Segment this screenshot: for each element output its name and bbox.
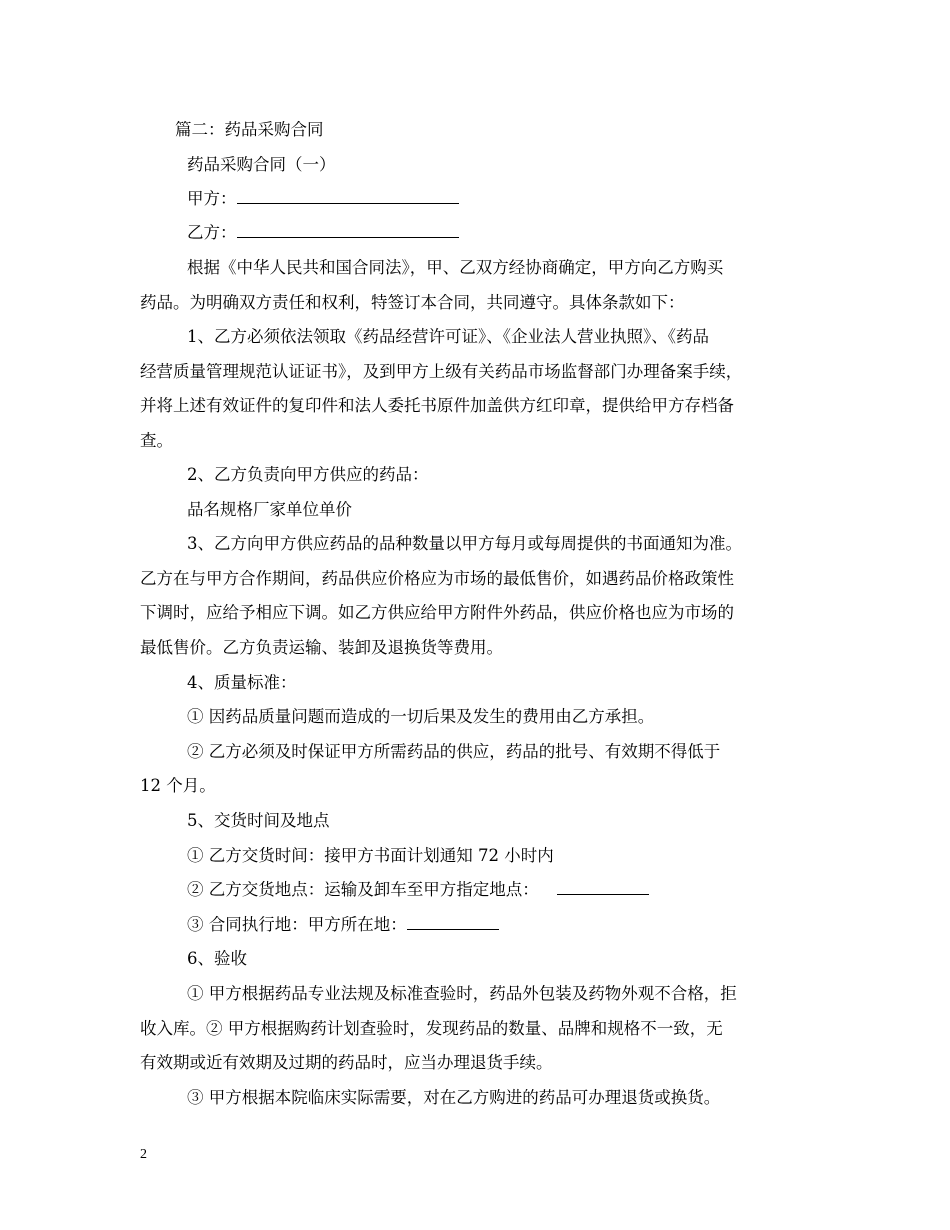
party-b-line [187,222,459,244]
clause-2: 2、乙方负责向甲方供应的药品： [187,465,429,484]
clause-5-item-1: ① 乙方交货时间：接甲方书面计划通知 72 小时内 [187,846,554,865]
clause-3: 乙方在与甲方合作期间，药品供应价格应为市场的最低售价，如遇药品价格政策性 [140,569,734,588]
clause-1: 并将上述有效证件的复印件和法人委托书原件加盖供方红印章，提供给甲方存档备 [140,396,734,415]
page-number: 2 [140,1147,147,1162]
execution-place-label: ③ 合同执行地：甲方所在地： [187,915,407,934]
clause-4: 4、质量标准： [187,673,297,692]
clause-4-item-1: ① 因药品质量问题而造成的一切后果及发生的费用由乙方承担。 [187,707,655,726]
party-a-label: 甲方： [187,189,237,208]
clause-3: 下调时，应给予相应下调。如乙方供应给甲方附件外药品，供应价格也应为市场的 [140,603,734,622]
clause-2-columns: 品名规格厂家单位单价 [187,500,352,519]
clause-6-item-3: ③ 甲方根据本院临床实际需要，对在乙方购进的药品可办理退货或换货。 [187,1088,721,1107]
clause-4-item-2: ② 乙方必须及时保证甲方所需药品的供应，药品的批号、有效期不得低于 [187,742,721,761]
intro-paragraph: 药品。为明确双方责任和权利，特签订本合同，共同遵守。具体条款如下： [140,293,685,312]
party-b-blank [237,223,459,238]
clause-1: 经营质量管理规范认证证书》，及到甲方上级有关药品市场监督部门办理备案手续， [140,362,743,381]
execution-place-blank [407,915,499,930]
contract-title: 药品采购合同（一） [187,155,336,174]
clause-5-item-3 [187,914,499,936]
clause-5: 5、交货时间及地点 [187,811,330,830]
intro-paragraph: 根据《中华人民共和国合同法》，甲、乙双方经协商确定，甲方向乙方购买 [187,258,724,277]
clause-6-item-1: 收入库。② 甲方根据购药计划查验时，发现药品的数量、品牌和规格不一致，无 [140,1019,723,1038]
party-a-line [187,188,459,210]
clause-1: 查。 [140,431,173,450]
party-a-blank [237,189,459,204]
clause-4-item-2: 12 个月。 [140,776,216,795]
delivery-location-blank [557,880,649,895]
clause-5-item-2 [187,879,649,901]
clause-6-item-1: 有效期或近有效期及过期的药品时，应当办理退货手续。 [140,1053,553,1072]
clause-3: 最低售价。乙方负责运输、装卸及退换货等费用。 [140,638,503,657]
document-heading: 篇二：药品采购合同 [175,120,324,139]
clause-6-item-1: ① 甲方根据药品专业法规及标准查验时，药品外包装及药物外观不合格，拒 [187,984,737,1003]
clause-3: 3、乙方向甲方供应药品的品种数量以甲方每月或每周提供的书面通知为准。 [187,534,742,553]
clause-1: 1、乙方必须依法领取《药品经营许可证》、《企业法人营业执照》、《药品 [187,327,709,346]
party-b-label: 乙方： [187,223,237,242]
delivery-location-label: ② 乙方交货地点：运输及卸车至甲方指定地点： [187,880,539,899]
clause-6: 6、验收 [187,949,247,968]
